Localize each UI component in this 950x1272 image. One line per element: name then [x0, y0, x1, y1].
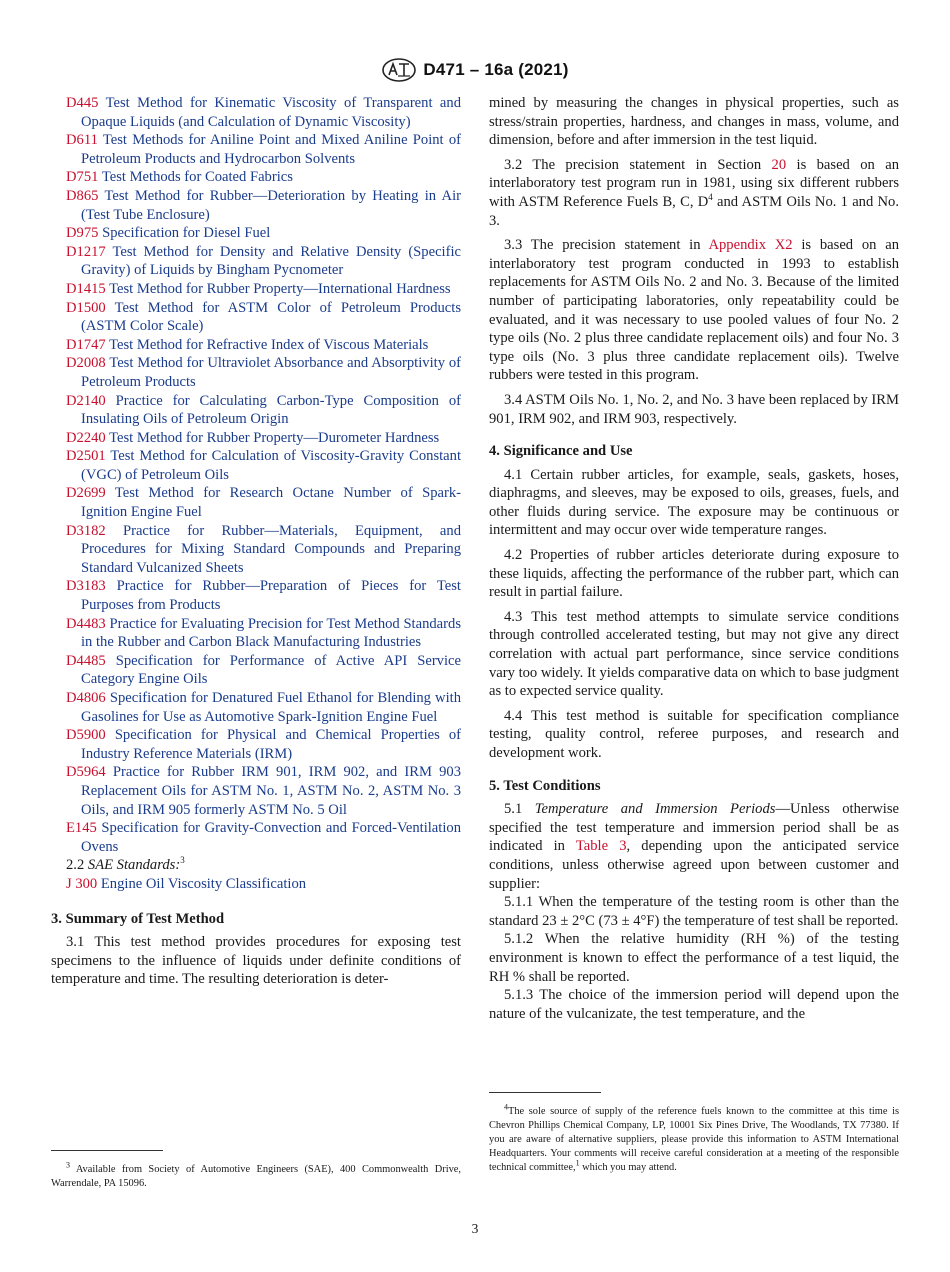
reference-item: [51, 280, 461, 299]
reference-item: [51, 429, 461, 448]
reference-code-link[interactable]: D5900: [66, 727, 106, 744]
reference-code-link[interactable]: D2501: [66, 448, 106, 465]
document-code: D471 – 16a (2021): [423, 60, 569, 79]
reference-code-link[interactable]: D2699: [66, 485, 106, 502]
reference-item: [51, 336, 461, 355]
reference-item: [51, 354, 461, 391]
page-number: 3: [471, 1221, 479, 1236]
footnote-rule-right: [489, 1092, 601, 1093]
reference-title-link[interactable]: Test Method for Density and Relative Density (Specific Gravity) of Liquids by Bingham Pycnometer: [81, 243, 461, 279]
reference-code-link[interactable]: D5964: [66, 764, 106, 781]
reference-title-link[interactable]: Test Methods for Coated Fabrics: [101, 169, 293, 186]
reference-item: [51, 392, 461, 429]
reference-code-link[interactable]: D1217: [66, 243, 106, 260]
section-20-link[interactable]: 20: [771, 156, 787, 173]
astm-logo-icon: [381, 58, 417, 82]
reference-list: [51, 94, 461, 856]
reference-item: [51, 875, 461, 894]
reference-title-link[interactable]: Test Method for Research Octane Number of Spark-Ignition Engine Fuel: [81, 485, 461, 521]
section-4-title: 4. Significance and Use: [489, 443, 633, 460]
paragraph-5-1: 5.1 Temperature and Immersion Periods—Unless otherwise specified the test temperature and immersion period shall be as indicated in Table 3, depending upon the anticipated service conditions, unless otherwise agreed upon between customer and supplier:: [489, 801, 899, 892]
paragraph-5-1-3: 5.1.3 The choice of the immersion period will depend upon the nature of the vulcanizate, the test temperature, and the: [489, 987, 899, 1022]
reference-title-link[interactable]: Practice for Rubber IRM 901, IRM 902, and IRM 903 Replacement Oils for ASTM No. 1, ASTM No. 2, ASTM No. 3 Oils, and IRM 905 formerly ASTM No. 5 Oil: [81, 764, 461, 818]
paragraph-4-1: 4.1 Certain rubber articles, for example, seals, gaskets, hoses, diaphragms, and sleeves, may be exposed to oils, greases, fuels, and other fluids during service. The exposure may be continuous or intermittent and may occur over wide temperature ranges.: [489, 466, 899, 539]
reference-item: [51, 94, 461, 131]
reference-code-link[interactable]: D751: [66, 169, 99, 186]
reference-title-link[interactable]: Specification for Denatured Fuel Ethanol for Blending with Gasolines for Use as Automotive Spark-Ignition Engine Fuel: [81, 690, 461, 725]
reference-title-link[interactable]: Test Method for Ultraviolet Absorbance and Absorptivity of Petroleum Products: [81, 355, 461, 390]
reference-item: [51, 447, 461, 484]
reference-code-link[interactable]: E145: [66, 820, 97, 837]
footnote-4: $^4$The sole source of supply of the reference fuels known to the committee at this time is Chevron Phillips Chemical Company, LP, 10001 Six Pines Drive, The Woodlands, TX 77380. If you are aware of alternative suppliers, please provide this information to ASTM International Headquarters. Your comments will receive careful consideration at a meeting of the responsible technical committee,$^1$ which you may attend.: [489, 1102, 899, 1173]
reference-item: [51, 484, 461, 521]
reference-item: [51, 187, 461, 224]
reference-title-link[interactable]: Specification for Physical and Chemical Properties of Industry Reference Materials (IRM): [81, 727, 461, 762]
reference-code-link[interactable]: D4485: [66, 652, 106, 669]
reference-item: [51, 763, 461, 819]
reference-title-link[interactable]: Specification for Gravity-Convection and Forced-Ventilation Ovens: [81, 820, 461, 855]
reference-item: [51, 615, 461, 652]
appendix-x2-link[interactable]: Appendix X2: [708, 237, 793, 254]
reference-title-link[interactable]: Specification for Performance of Active API Service Category Engine Oils: [81, 652, 461, 688]
reference-title-link[interactable]: Practice for Calculating Carbon-Type Composition of Insulating Oils of Petroleum Origin: [81, 392, 461, 428]
sae-reference-list: [51, 875, 461, 894]
reference-item: [51, 652, 461, 689]
reference-title-link[interactable]: Specification for Diesel Fuel: [102, 225, 271, 242]
reference-code-link[interactable]: D865: [66, 187, 99, 204]
paragraph-3-2: 3.2 The precision statement in Section 20 is based on an interlaboratory test program run in 1981, using six different rubbers with ASTM Reference Fuels B, C, $D^4$ and ASTM Oils No. 1 and No. 3.: [489, 156, 899, 229]
reference-item: [51, 726, 461, 763]
reference-item: [51, 577, 461, 614]
paragraph-3-4: 3.4 ASTM Oils No. 1, No. 2, and No. 3 have been replaced by IRM 901, IRM 902, and IRM 903, respectively.: [489, 391, 899, 427]
reference-item: [51, 224, 461, 243]
reference-item: [51, 131, 461, 168]
reference-code-link[interactable]: D975: [66, 225, 99, 242]
reference-item: [51, 819, 461, 856]
reference-code-link[interactable]: D4806: [66, 690, 106, 706]
reference-title-link[interactable]: Test Method for Refractive Index of Viscous Materials: [109, 336, 429, 353]
reference-item: [51, 522, 461, 578]
reference-code-link[interactable]: D611: [66, 132, 98, 149]
page-header: [0, 58, 950, 87]
footnote-3: $^3$ Available from Society of Automotive Engineers (SAE), 400 Commonwealth Drive, Warrendale, PA 15096.: [51, 1160, 461, 1189]
paragraph-5-1-2: 5.1.2 When the relative humidity (RH %) of the testing environment is known to effect the performance of a test liquid, the RH % shall be reported.: [489, 931, 899, 985]
reference-code-link[interactable]: D1500: [66, 299, 106, 316]
reference-title-link[interactable]: Engine Oil Viscosity Classification: [100, 875, 307, 892]
footnote-rule-left: [51, 1150, 163, 1151]
reference-code-link[interactable]: D3183: [66, 578, 106, 595]
paragraph-3-3: 3.3 The precision statement in Appendix X2 is based on an interlaboratory test program conducted in 1993 to establish replacements for ASTM Oils No. 2 and No. 3. Because of the limited number of participating laboratories, only repeatability could be evaluated, and it was necessary to use pooled values of four No. 2 type oils (No. 2 plus three candidate replacement oils) and four No. 3 type oils (No. 3 plus three candidate replacement oils). Twelve rubbers were tested in this program.: [489, 237, 899, 384]
paragraph-4-4: 4.4 This test method is suitable for specification compliance testing, quality control, referee purposes, and research and development work.: [489, 707, 899, 761]
section-3-title: 3. Summary of Test Method: [51, 910, 225, 927]
paragraph-4-3: 4.3 This test method attempts to simulate service conditions through controlled accelerated testing, but may not give any direct correlation with actual part performance, since service conditions vary too widely. It yields comparative data on which to base judgment as to expected service quality.: [489, 608, 899, 700]
right-column: [489, 94, 899, 1023]
paragraph-4-2: 4.2 Properties of rubber articles deteriorate during exposure to these liquids, affecting the performance of the rubber part, which can result in partial failure.: [489, 547, 899, 601]
reference-code-link[interactable]: D2140: [66, 392, 106, 409]
reference-code-link[interactable]: D2240: [66, 429, 106, 446]
reference-title-link[interactable]: Test Method for Calculation of Viscosity-Gravity Constant (VGC) of Petroleum Oils: [81, 448, 462, 483]
reference-title-link[interactable]: Practice for Evaluating Precision for Test Method Standards in the Rubber and Carbon Black Manufacturing Industries: [81, 615, 461, 651]
reference-code-link[interactable]: J 300: [66, 875, 98, 892]
reference-code-link[interactable]: D1747: [66, 336, 106, 353]
reference-code-link[interactable]: D3182: [66, 522, 106, 539]
paragraph-3-1: 3.1 This test method provides procedures for exposing test specimens to the influence of liquids under definite conditions of temperature and time. The resulting deterioration is deter-: [51, 934, 461, 988]
reference-title-link[interactable]: Test Method for Kinematic Viscosity of Transparent and Opaque Liquids (and Calculation of Dynamic Viscosity): [81, 95, 462, 130]
reference-item: [51, 243, 461, 280]
reference-title-link[interactable]: Test Method for Rubber Property—Durometer Hardness: [109, 429, 440, 446]
reference-title-link[interactable]: Test Method for Rubber—Deterioration by Heating in Air (Test Tube Enclosure): [81, 187, 461, 223]
reference-title-link[interactable]: Test Methods for Aniline Point and Mixed Aniline Point of Petroleum Products and Hydrocarbon Solvents: [81, 132, 461, 167]
reference-title-link[interactable]: Test Method for ASTM Color of Petroleum Products (ASTM Color Scale): [81, 299, 461, 335]
left-column: [51, 94, 461, 989]
reference-item: [51, 168, 461, 187]
sae-standards-subhead: 2.2 SAE Standards:$^3$: [66, 855, 185, 874]
table-3-link[interactable]: Table 3: [575, 838, 627, 855]
reference-code-link[interactable]: D1415: [66, 280, 106, 297]
section-5-title: 5. Test Conditions: [489, 777, 601, 794]
reference-code-link[interactable]: D445: [66, 95, 99, 111]
paragraph-3-1-continued: mined by measuring the changes in physical properties, such as stress/strain properties, hardness, and changes in mass, volume, and dimension, before and after immersion in the test liquid.: [489, 95, 899, 149]
reference-item: [51, 299, 461, 336]
reference-code-link[interactable]: D2008: [66, 355, 106, 372]
reference-item: [51, 689, 461, 726]
reference-title-link[interactable]: Test Method for Rubber Property—International Hardness: [109, 280, 451, 297]
paragraph-5-1-1: 5.1.1 When the temperature of the testing room is other than the standard 23 ± 2°C (73 ± 4°F) the temperature of test shall be reported.: [489, 894, 899, 929]
reference-code-link[interactable]: D4483: [66, 615, 106, 632]
reference-title-link[interactable]: Practice for Rubber—Materials, Equipment, and Procedures for Mixing Standard Compounds and Preparing Standard Vulcanized Sheets: [81, 522, 461, 576]
reference-title-link[interactable]: Practice for Rubber—Preparation of Pieces for Test Purposes from Products: [81, 578, 461, 614]
